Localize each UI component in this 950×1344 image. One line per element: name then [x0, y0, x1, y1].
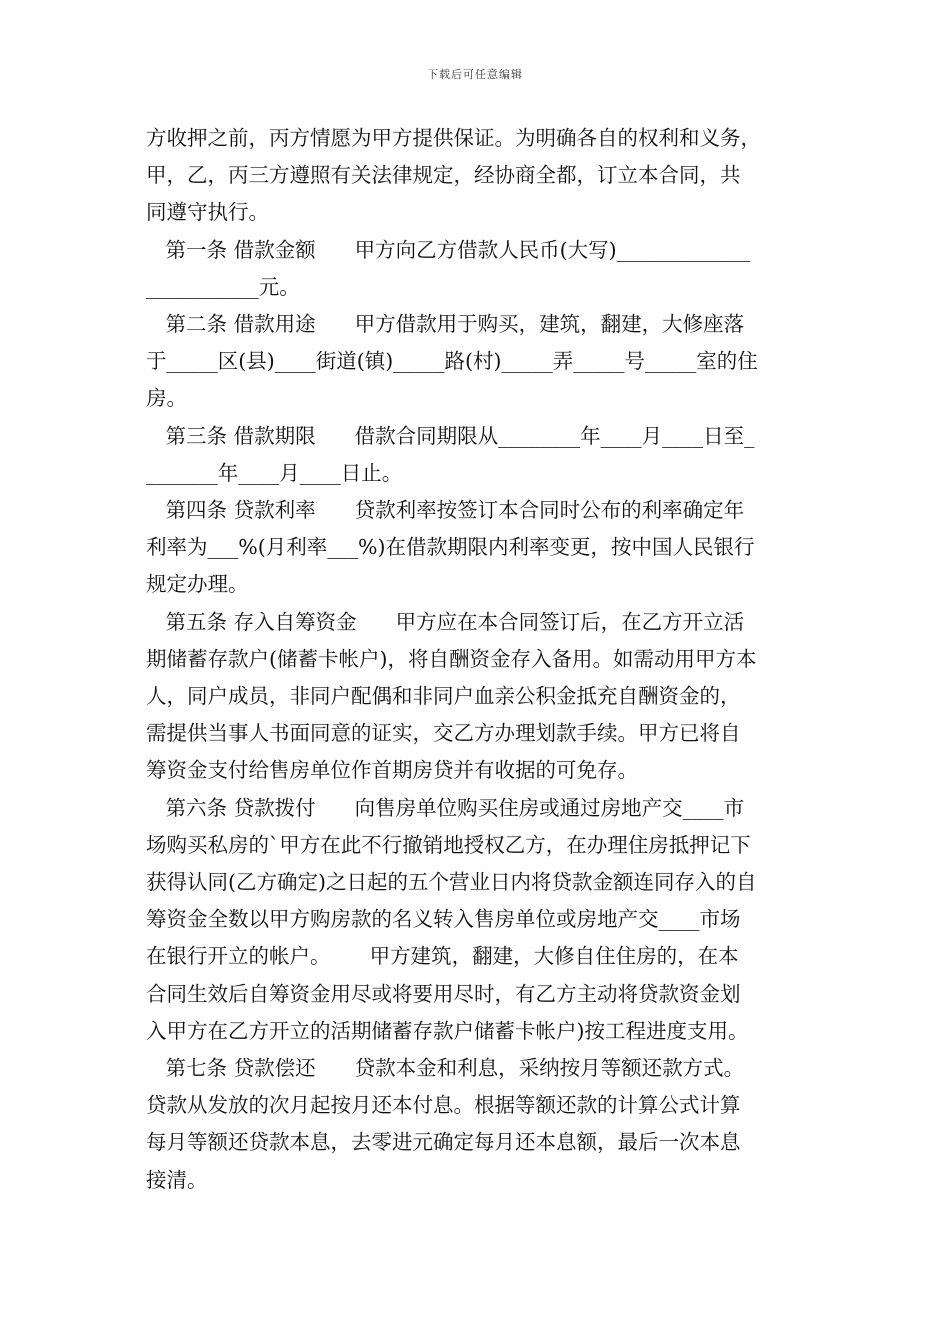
body-text-line: 方收押之前，丙方情愿为甲方提供保证。为明确各自的权利和义务，	[146, 126, 761, 150]
body-text-line: 第六条 贷款拨付 向售房单位购买住房或通过房地产交____市	[146, 795, 745, 820]
body-text-line: 房。	[146, 386, 187, 411]
body-text-line: _______年____月____日止。	[146, 460, 403, 485]
page-header: 下载后可任意编辑	[427, 68, 523, 81]
body-text-line: 贷款从发放的次月起按月还本付息。根据等额还款的计算公式计算	[146, 1093, 741, 1118]
body-text-line: 第五条 存入自筹资金 甲方应在本合同签订后，在乙方开立活	[146, 609, 745, 634]
body-text-line: 获得认同(乙方确定)之日起的五个营业日内将贷款金额连同存入的自	[146, 870, 757, 894]
body-text-line: 场购买私房的`甲方在此不行撤销地授权乙方，在办理住房抵押记下	[146, 832, 751, 857]
body-text-line: 于_____区(县)____街道(镇)_____路(村)_____弄_____号_____室的住	[146, 349, 758, 374]
body-text-line: 第一条 借款金额 甲方向乙方借款人民币(大写)_____________	[146, 237, 750, 262]
body-text-line: 第二条 借款用途 甲方借款用于购买，建筑，翻建，大修座落	[146, 312, 745, 336]
body-text-line: ___________元。	[146, 274, 300, 299]
body-text-line: 接清。	[146, 1167, 208, 1192]
body-text-line: 筹资金支付给售房单位作首期房贷并有收据的可免存。	[146, 758, 638, 783]
body-text-line: 第七条 贷款偿还 贷款本金和利息，采纳按月等额还款方式。	[146, 1056, 745, 1080]
body-text-line: 每月等额还贷款本息，去零进元确定每月还本息额，最后一次本息	[146, 1130, 741, 1155]
body-text-line: 合同生效后自筹资金用尽或将要用尽时，有乙方主动将贷款资金划	[146, 981, 741, 1006]
body-text-line: 在银行开立的帐户。 甲方建筑，翻建，大修自住住房的，在本	[146, 944, 739, 969]
body-text-line: 筹资金全数以甲方购房款的名义转入售房单位或房地产交____市场	[146, 907, 741, 932]
body-text-line: 入甲方在乙方开立的活期储蓄存款户储蓄卡帐户)按工程进度支用。	[146, 1018, 749, 1043]
body-text-line: 人，同户成员，非同户配偶和非同户血亲公积金抵充自酬资金的，	[146, 684, 741, 708]
body-text-line: 利率为___%(月利率___%)在借款期限内利率变更，按中国人民银行	[146, 535, 755, 560]
body-text-line: 需提供当事人书面同意的证实，交乙方办理划款手续。甲方已将自	[146, 721, 741, 746]
body-text-line: 同遵守执行。	[146, 200, 269, 225]
body-text-line: 甲，乙，丙三方遵照有关法律规定，经协商全都，订立本合同，共	[146, 163, 741, 188]
body-text-line: 第四条 贷款利率 贷款利率按签订本合同时公布的利率确定年	[146, 498, 745, 522]
body-text-line: 第三条 借款期限 借款合同期限从________年____月____日至_	[146, 423, 755, 448]
body-text-line: 规定办理。	[146, 572, 249, 597]
body-text-line: 期储蓄存款户(储蓄卡帐户)，将自酬资金存入备用。如需动用甲方本	[146, 646, 757, 671]
